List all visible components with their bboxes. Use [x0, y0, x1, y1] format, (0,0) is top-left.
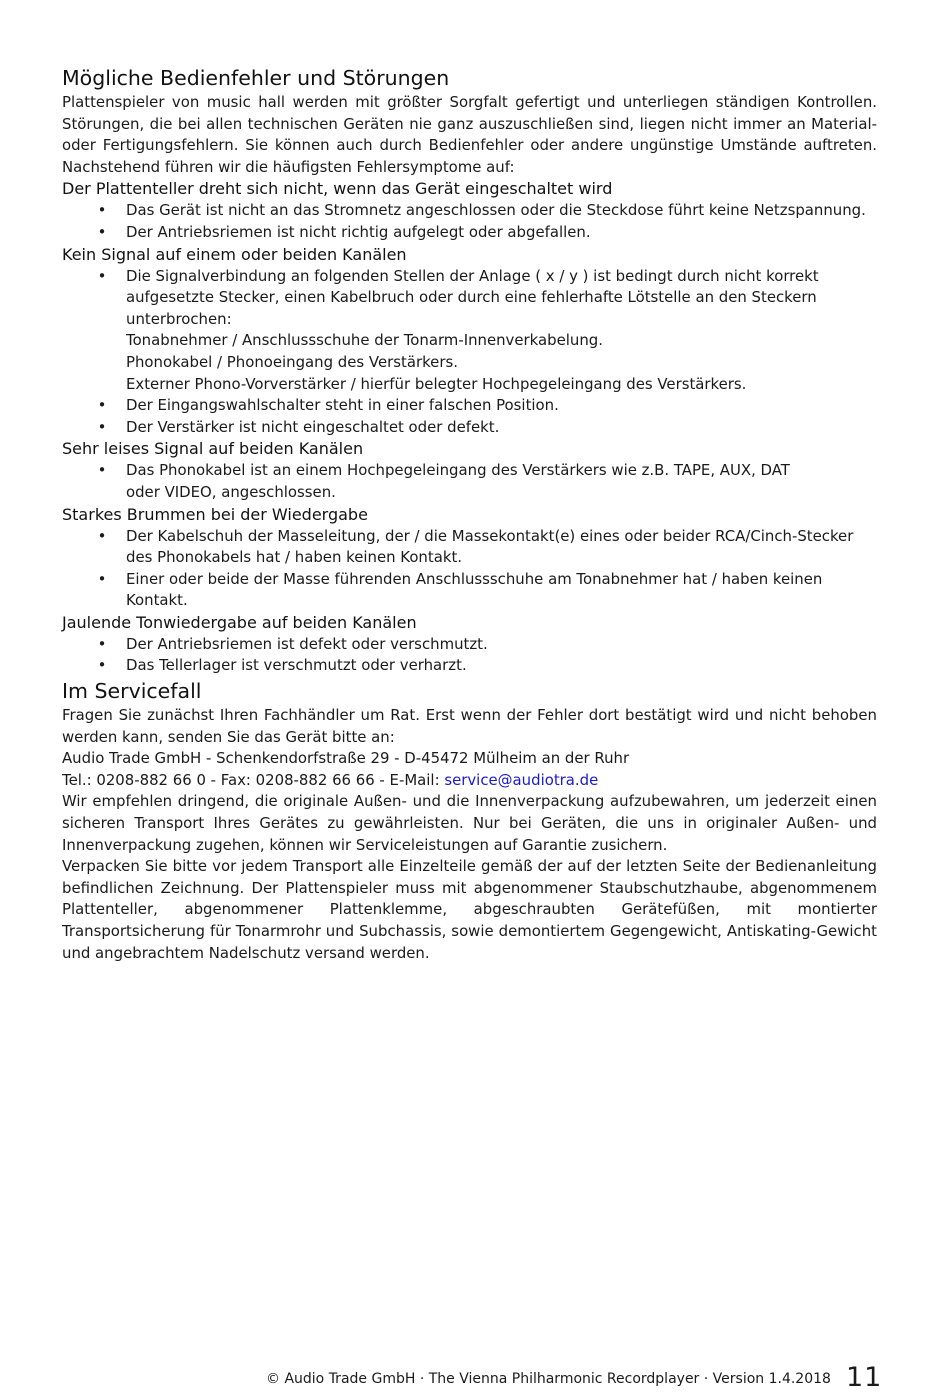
bullet-icon: •: [97, 656, 107, 675]
signal-path-line: Phonokabel / Phonoeingang des Verstärkers.: [126, 352, 458, 371]
subheading-hum: Starkes Brummen bei der Wiedergabe: [62, 504, 368, 524]
subheading-platter-not-turning: Der Plattenteller dreht sich nicht, wenn das Gerät eingeschaltet wird: [62, 179, 613, 199]
email-link[interactable]: service@audiotra.de: [444, 770, 599, 789]
bullet-icon: •: [97, 396, 107, 415]
subheading-no-signal: Kein Signal auf einem oder beiden Kanälen: [62, 244, 407, 264]
bullet-icon: •: [97, 634, 107, 653]
page-footer: © Audio Trade GmbH · The Vienna Philharmonic Recordplayer · Version 1.4.2018: [266, 1371, 831, 1387]
list-item: • Der Kabelschuh der Masseleitung, der / die Massekontakt(e) eines oder beider RCA/Cinch-Stecker des Phonokabels hat / haben keinen Kontakt.: [97, 526, 854, 567]
bullet-list: [62, 395, 877, 438]
bullet-list: [62, 634, 877, 677]
bullet-icon: •: [97, 417, 107, 436]
bullet-icon: •: [97, 266, 107, 285]
packaging-paragraph: Wir empfehlen dringend, die originale Außen- und die Innenverpackung aufzubewahren, um jederzeit einen sicheren Transport Ihres Gerätes zu gewährleisten. Nur bei Geräten, die uns in originaler Außen- und Innenverpackung zugehen, können wir Serviceleistungen auf Garantie zusichern.: [62, 792, 877, 854]
list-item: • Das Gerät ist nicht an das Stromnetz angeschlossen oder die Steckdose führt keine Netzspannung.: [62, 200, 877, 222]
bullet-list: [62, 266, 877, 331]
bullet-icon: •: [97, 461, 107, 480]
service-address: Audio Trade GmbH - Schenkendorfstraße 29 - D-45472 Mülheim an der Ruhr: [62, 749, 630, 768]
section-title-troubleshooting: Mögliche Bedienfehler und Störungen: [62, 66, 450, 90]
page-number: 11: [846, 1362, 883, 1393]
service-contact: Tel.: 0208-882 66 0 - Fax: 0208-882 66 66 - E-Mail: service@audiotra.de: [62, 770, 599, 789]
bullet-icon: •: [97, 569, 107, 588]
list-item: • Der Verstärker ist nicht eingeschaltet oder defekt.: [62, 417, 877, 439]
service-paragraph: Fragen Sie zunächst Ihren Fachhändler um Rat. Erst wenn der Fehler dort bestätigt wird und nicht behoben werden kann, senden Sie das Gerät bitte an:: [62, 706, 877, 746]
list-item: • Einer oder beide der Masse führenden Anschlussschuhe am Tonabnehmer hat / haben keinen Kontakt.: [97, 569, 823, 610]
list-item: • Die Signalverbindung an folgenden Stellen der Anlage ( x / y ) ist bedingt durch nicht korrekt aufgesetzte Stecker, einen Kabelbruch oder durch eine fehlerhafte Lötstelle an den Steckern unterbrochen:: [97, 266, 819, 328]
list-item: • Der Eingangswahlschalter steht in einer falschen Position.: [62, 395, 877, 417]
document-page: [62, 64, 877, 964]
bullet-icon: •: [97, 526, 107, 545]
bullet-list: [62, 200, 877, 243]
list-item: • Der Antriebsriemen ist nicht richtig aufgelegt oder abgefallen.: [62, 222, 877, 244]
bullet-list: [62, 460, 877, 503]
bullet-icon: •: [97, 222, 107, 241]
subheading-quiet-signal: Sehr leises Signal auf beiden Kanälen: [62, 439, 364, 459]
signal-path-line: Tonabnehmer / Anschlussschuhe der Tonarm-Innenverkabelung.: [126, 331, 603, 350]
list-item: • Das Tellerlager ist verschmutzt oder verharzt.: [62, 655, 877, 677]
bullet-list: [62, 526, 877, 612]
transport-paragraph: Verpacken Sie bitte vor jedem Transport alle Einzelteile gemäß der auf der letzten Seite der Bedienanleitung befindlichen Zeichnung. Der Plattenspieler muss mit abgenommener Staubschutzhaube, abgenommenem Plattenteller, abgenommener Plattenklemme, abgeschraubten Gerätefüßen, mit montierter Transportsicherung für Tonarmrohr und Subchassis, sowie demontiertem Gegengewicht, Antiskating-Gewicht und angebrachtem Nadelschutz versand werden.: [62, 857, 877, 962]
section-title-service: Im Servicefall: [62, 679, 202, 704]
signal-path-line: Externer Phono-Vorverstärker / hierfür belegter Hochpegeleingang des Verstärkers.: [126, 374, 747, 393]
bullet-icon: •: [97, 201, 107, 220]
list-item: • Der Antriebsriemen ist defekt oder verschmutzt.: [62, 634, 877, 656]
list-item: • Das Phonokabel ist an einem Hochpegeleingang des Verstärkers wie z.B. TAPE, AUX, DAT oder VIDEO, angeschlossen.: [97, 461, 790, 501]
intro-paragraph: Plattenspieler von music hall werden mit größter Sorgfalt gefertigt und unterliegen ständigen Kontrollen. Störungen, die bei allen technischen Geräten nie ganz auszuschließen sind, liegen nicht immer an Material- oder Fertigungsfehlern. Sie können auch durch Bedienfehler oder andere ungünstige Umstände auftreten. Nachstehend führen wir die häufigsten Fehlersymptome auf:: [62, 93, 877, 176]
subheading-wow: Jaulende Tonwiedergabe auf beiden Kanälen: [62, 612, 417, 632]
